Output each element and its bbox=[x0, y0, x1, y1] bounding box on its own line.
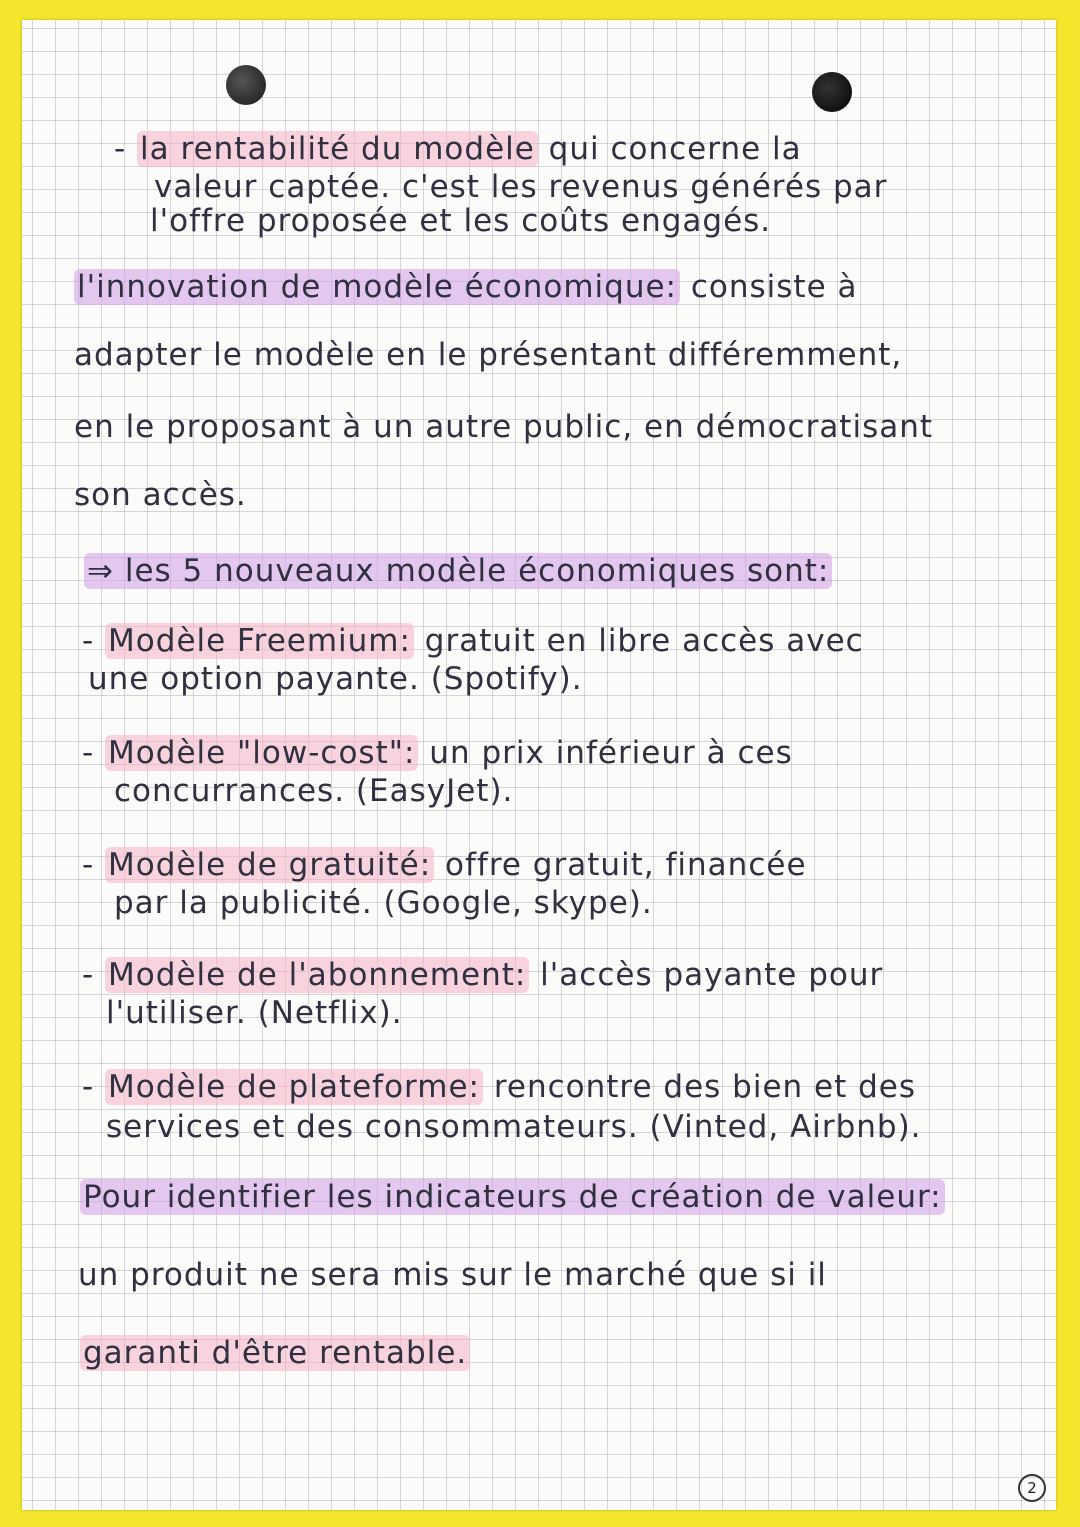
list-item: - Modèle "low-cost": un prix inférieur à ces bbox=[82, 735, 793, 771]
binder-hole-right bbox=[812, 72, 852, 112]
note-line: son accès. bbox=[74, 477, 247, 513]
list-item-cont: services et des consommateurs. (Vinted, Airbnb). bbox=[106, 1109, 922, 1145]
list-item: - Modèle de plateforme: rencontre des bien et des bbox=[82, 1069, 917, 1105]
note-line: en le proposant à un autre public, en démocratisant bbox=[74, 409, 934, 445]
note-line: l'offre proposée et les coûts engagés. bbox=[150, 203, 772, 239]
list-item-cont: une option payante. (Spotify). bbox=[88, 661, 583, 697]
list-item: - Modèle Freemium: gratuit en libre accès avec bbox=[82, 623, 864, 659]
list-item-cont: concurrances. (EasyJet). bbox=[114, 773, 514, 809]
section-heading: Pour identifier les indicateurs de création de valeur: bbox=[80, 1180, 945, 1214]
note-line: garanti d'être rentable. bbox=[80, 1336, 470, 1370]
section-heading: ⇒ les 5 nouveaux modèle économiques sont: bbox=[84, 554, 832, 588]
binder-hole-left bbox=[226, 65, 266, 105]
page-number: 2 bbox=[1018, 1474, 1046, 1502]
list-item: - Modèle de l'abonnement: l'accès payante pour bbox=[82, 957, 884, 993]
notebook-page bbox=[22, 20, 1056, 1510]
note-line: adapter le modèle en le présentant différemment, bbox=[74, 337, 903, 373]
list-item-cont: par la publicité. (Google, skype). bbox=[114, 885, 653, 921]
note-line: - la rentabilité du modèle qui concerne la bbox=[114, 131, 802, 167]
note-line: valeur captée. c'est les revenus générés par bbox=[154, 169, 888, 205]
section-heading: l'innovation de modèle économique: consiste à bbox=[74, 270, 858, 304]
list-item-cont: l'utiliser. (Netflix). bbox=[106, 995, 403, 1031]
note-line: un produit ne sera mis sur le marché que si il bbox=[78, 1257, 827, 1293]
list-item: - Modèle de gratuité: offre gratuit, financée bbox=[82, 847, 807, 883]
